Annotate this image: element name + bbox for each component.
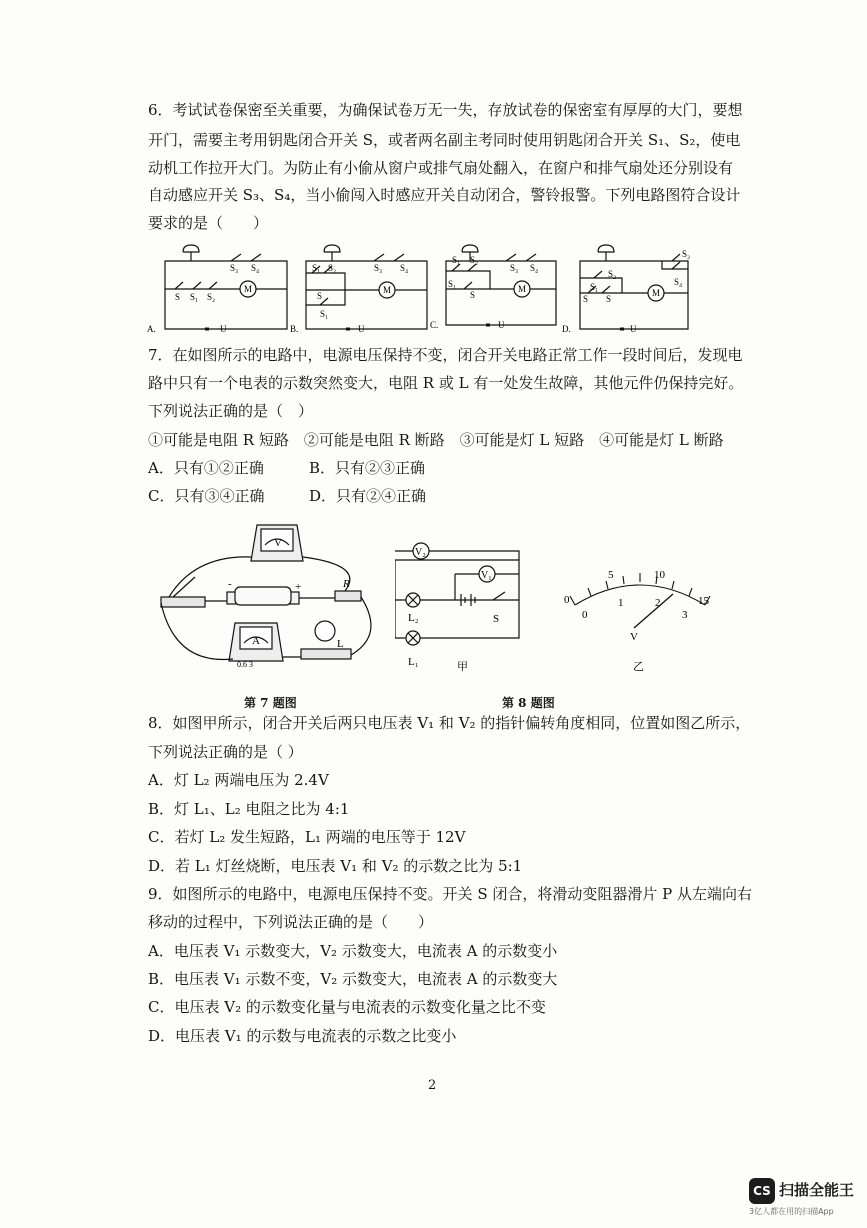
- q6-option-a-letter: A.: [147, 324, 156, 334]
- figure-8-meter-yi: [560, 560, 720, 680]
- svg-text:S: S: [606, 294, 612, 304]
- q8-option-d: D．若 L₁ 灯丝烧断，电压表 V₁ 和 V₂ 的示数之比为 5:1: [148, 857, 523, 875]
- q6-option-c-letter: C.: [430, 320, 439, 330]
- svg-text:V₁: V₁: [481, 570, 492, 581]
- q7-option-b: B．只有②③正确: [309, 459, 426, 477]
- svg-text:0: 0: [582, 609, 588, 621]
- svg-text:S₁: S₁: [320, 309, 329, 319]
- q8-line-1: 8．如图甲所示，闭合开关后两只电压表 V₁ 和 V₂ 的指针偏转角度相同，位置如图乙所示，: [148, 714, 751, 732]
- q6-line-4: 自动感应开关 S₃、S₄，当小偷闯入时感应开关自动闭合，警铃报警。下列电路图符合设计: [148, 186, 741, 204]
- svg-text:S₃: S₃: [374, 263, 383, 273]
- svg-text:S₃: S₃: [230, 263, 239, 273]
- q6-circuit-option-b: [290, 243, 432, 335]
- svg-text:U: U: [630, 324, 637, 334]
- svg-text:U: U: [498, 320, 505, 330]
- svg-text:L₂: L₂: [408, 612, 419, 624]
- q9-option-a: A．电压表 V₁ 示数变大，V₂ 示数变大，电流表 A 的示数变小: [148, 942, 558, 960]
- page-number: 2: [428, 1078, 437, 1093]
- svg-text:5: 5: [608, 569, 614, 581]
- svg-text:S₃: S₃: [510, 263, 519, 273]
- svg-text:S₄: S₄: [251, 263, 260, 273]
- svg-text:S: S: [583, 294, 589, 304]
- svg-text:M: M: [518, 284, 527, 294]
- scanner-watermark: [741, 1175, 861, 1221]
- figure-8-caption: 第 8 题图: [502, 696, 555, 710]
- q6-option-d-letter: D.: [562, 324, 571, 334]
- svg-text:V₂: V₂: [415, 547, 426, 558]
- q9-line-1: 9．如图所示的电路中，电源电压保持不变。开关 S 闭合，将滑动变阻器滑片 P 从左端向右: [148, 885, 752, 903]
- svg-text:M: M: [244, 284, 253, 294]
- svg-text:S₂: S₂: [470, 255, 479, 265]
- svg-text:L₁: L₁: [408, 656, 419, 668]
- q6-circuit-option-a: [147, 243, 289, 335]
- svg-text:S: S: [317, 291, 323, 301]
- svg-text:M: M: [652, 288, 661, 298]
- svg-text:S: S: [493, 613, 500, 625]
- q9-option-d: D．电压表 V₁ 的示数与电流表的示数之比变小: [148, 1027, 457, 1045]
- q7-line-1: 7．在如图所示的电路中，电源电压保持不变，闭合开关电路正常工作一段时间后，发现电: [148, 346, 743, 364]
- svg-text:S₁: S₁: [590, 282, 599, 292]
- svg-text:2: 2: [655, 597, 661, 609]
- scanner-app-tagline: 3亿人都在用的扫描App: [749, 1207, 834, 1216]
- svg-text:+: +: [295, 581, 302, 593]
- svg-text:3: 3: [682, 609, 688, 621]
- q7-statements: ①可能是电阻 R 短路 ②可能是电阻 R 断路 ③可能是灯 L 短路 ④可能是灯 L 断路: [148, 431, 724, 449]
- figure-7-caption: 第 7 题图: [244, 696, 297, 710]
- svg-text:15: 15: [698, 595, 709, 607]
- q9-option-c: C．电压表 V₂ 的示数变化量与电流表的示数变化量之比不变: [148, 998, 546, 1016]
- svg-text:A: A: [252, 635, 260, 647]
- svg-text:S₂: S₂: [207, 292, 216, 302]
- q9-line-2: 移动的过程中，下列说法正确的是（ ）: [148, 913, 434, 931]
- q7-line-3: 下列说法正确的是（ ）: [148, 402, 314, 420]
- scanner-app-name: 扫描全能王: [779, 1181, 855, 1199]
- svg-text:S₂: S₂: [328, 263, 337, 273]
- svg-text:-: -: [228, 578, 232, 590]
- svg-text:R: R: [343, 578, 350, 590]
- q7-option-a: A．只有①②正确: [148, 459, 264, 477]
- q6-option-b-letter: B.: [290, 324, 299, 334]
- svg-text:1: 1: [618, 597, 624, 609]
- svg-text:S₁: S₁: [312, 263, 321, 273]
- q8-option-b: B．灯 L₁、L₂ 电阻之比为 4:1: [148, 800, 350, 818]
- svg-text:10: 10: [654, 569, 665, 581]
- svg-text:S₁: S₁: [452, 255, 461, 265]
- svg-text:V: V: [274, 537, 282, 549]
- scanner-logo-icon: CS: [749, 1178, 775, 1204]
- q6-line-1: 6．考试试卷保密至关重要，为确保试卷万无一失，存放试卷的保密室有厚厚的大门，要想: [148, 101, 743, 119]
- q6-circuit-option-d: [562, 243, 702, 335]
- svg-text:S₄: S₄: [400, 263, 409, 273]
- svg-text:V: V: [630, 631, 638, 643]
- q6-line-3: 动机工作拉开大门。为防止有小偷从窗户或排气扇处翻入，在窗户和排气扇处还分别设有: [148, 159, 734, 177]
- q8-option-a: A．灯 L₂ 两端电压为 2.4V: [148, 771, 329, 789]
- svg-text:S: S: [470, 290, 476, 300]
- svg-text:U: U: [220, 324, 227, 334]
- svg-text:S₄: S₄: [530, 263, 539, 273]
- svg-text:0.6 3: 0.6 3: [237, 660, 253, 669]
- svg-text:L: L: [337, 638, 344, 650]
- figure-8-circuit-jia: [395, 540, 535, 680]
- q7-line-2: 路中只有一个电表的示数突然变大，电阻 R 或 L 有一处发生故障，其他元件仍保持完好。: [148, 374, 744, 392]
- q6-line-2: 开门，需要主考用钥匙闭合开关 S，或者两名副主考同时使用钥匙闭合开关 S₁、S₂，使电: [148, 131, 741, 149]
- q6-circuit-option-c: [430, 243, 572, 335]
- svg-text:S₂: S₂: [682, 249, 691, 259]
- svg-text:甲: 甲: [457, 661, 468, 673]
- svg-text:S₂: S₂: [608, 269, 617, 279]
- svg-text:U: U: [358, 324, 365, 334]
- svg-text:S: S: [175, 292, 181, 302]
- q8-line-2: 下列说法正确的是（ ）: [148, 743, 303, 761]
- svg-text:M: M: [383, 285, 392, 295]
- svg-text:乙: 乙: [633, 661, 644, 673]
- svg-text:S₁: S₁: [190, 292, 199, 302]
- q6-line-5: 要求的是（ ）: [148, 214, 269, 232]
- figure-7-circuit: [155, 515, 375, 680]
- q7-option-d: D．只有②④正确: [309, 487, 427, 505]
- svg-text:S₁: S₁: [448, 279, 457, 289]
- q9-option-b: B．电压表 V₁ 示数不变，V₂ 示数变大，电流表 A 的示数变大: [148, 970, 558, 988]
- svg-text:0: 0: [564, 594, 570, 606]
- svg-text:S₄: S₄: [674, 277, 683, 287]
- q7-option-c: C．只有③④正确: [148, 487, 265, 505]
- q8-option-c: C．若灯 L₂ 发生短路，L₁ 两端的电压等于 12V: [148, 828, 466, 846]
